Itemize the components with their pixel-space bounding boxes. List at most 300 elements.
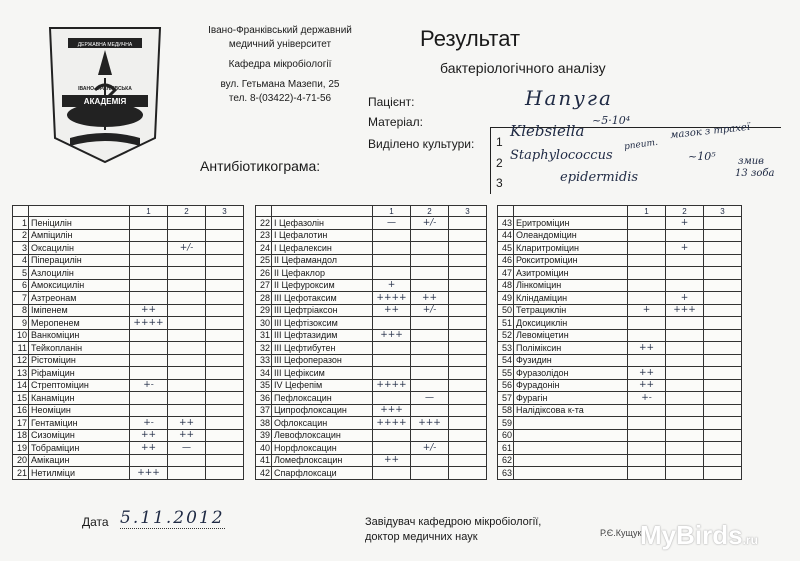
sensitivity-cell: ++ (628, 367, 666, 380)
antibiotic-name: Ломефлоксацин (272, 454, 373, 467)
antibiotic-name: Азитроміцин (514, 267, 628, 280)
antibiotic-row (498, 217, 742, 230)
sensitivity-cell: ++ (373, 304, 411, 317)
sensitivity-cell (628, 442, 666, 455)
antibiotic-row (498, 354, 742, 367)
column-header: 3 (704, 206, 742, 217)
sensitivity-cell (449, 254, 487, 267)
sensitivity-cell (206, 242, 244, 255)
sensitivity-cell (206, 442, 244, 455)
sensitivity-cell (704, 442, 742, 455)
university-logo (40, 20, 170, 168)
sensitivity-cell: +- (130, 417, 168, 430)
antibiotic-row (256, 429, 487, 442)
culture-2-num: 2 (496, 156, 503, 170)
row-number: 32 (256, 342, 272, 355)
sensitivity-cell (168, 229, 206, 242)
sensitivity-cell (704, 454, 742, 467)
culture-1-text: Klebsiella (510, 122, 585, 140)
row-number: 52 (498, 329, 514, 342)
sensitivity-cell (168, 317, 206, 330)
sensitivity-cell (411, 367, 449, 380)
phone: тел. 8-(03422)-4-71-56 (228, 93, 332, 104)
sensitivity-cell (206, 367, 244, 380)
column-header: 1 (628, 206, 666, 217)
sensitivity-cell (704, 392, 742, 405)
sensitivity-cell (168, 342, 206, 355)
sensitivity-cell (168, 279, 206, 292)
antibiotic-name: Офлоксацин (272, 417, 373, 430)
row-number: 50 (498, 304, 514, 317)
table-header-row (256, 206, 487, 217)
row-number: 3 (13, 242, 29, 255)
sensitivity-cell (704, 254, 742, 267)
antibiotic-row (13, 304, 244, 317)
sensitivity-cell (704, 417, 742, 430)
signature: Р.Є.Кущук (600, 528, 642, 538)
antibiotic-row (498, 317, 742, 330)
antibiotic-row (256, 379, 487, 392)
antibiotic-name: Кларитроміцин (514, 242, 628, 255)
sensitivity-cell (704, 279, 742, 292)
row-number: 35 (256, 379, 272, 392)
antibiotic-row (498, 279, 742, 292)
sensitivity-cell (449, 229, 487, 242)
row-number: 12 (13, 354, 29, 367)
sensitivity-cell (666, 329, 704, 342)
antibiotic-row (13, 342, 244, 355)
sensitivity-cell (206, 429, 244, 442)
antibiotic-row (498, 379, 742, 392)
sensitivity-cell (130, 329, 168, 342)
sensitivity-cell (666, 279, 704, 292)
sensitivity-cell (168, 217, 206, 230)
antibiotic-name: II Цефуроксим (272, 279, 373, 292)
sensitivity-cell (130, 454, 168, 467)
antibiotic-name: III Цефоперазон (272, 354, 373, 367)
antibiotic-row (498, 392, 742, 405)
row-number: 1 (13, 217, 29, 230)
sensitivity-cell (666, 367, 704, 380)
antibiotic-name: Гентаміцин (29, 417, 130, 430)
sensitivity-cell (411, 354, 449, 367)
sensitivity-cell (704, 379, 742, 392)
head-of-department (365, 515, 541, 545)
row-number: 48 (498, 279, 514, 292)
antibiotic-row (13, 317, 244, 330)
row-number: 8 (13, 304, 29, 317)
sensitivity-cell (206, 279, 244, 292)
antibiotic-name: Канаміцин (29, 392, 130, 405)
sensitivity-cell (411, 229, 449, 242)
header-blank (29, 206, 130, 217)
antibiotic-name (514, 454, 628, 467)
row-number: 7 (13, 292, 29, 305)
sensitivity-cell (628, 417, 666, 430)
header-blank (13, 206, 29, 217)
antibiotic-row (13, 454, 244, 467)
sensitivity-cell (373, 342, 411, 355)
row-number: 19 (13, 442, 29, 455)
antibiotic-row (498, 454, 742, 467)
department-name: Кафедра мікробіології (228, 59, 332, 70)
antibiotic-name: Фузидин (514, 354, 628, 367)
row-number: 34 (256, 367, 272, 380)
sensitivity-cell (704, 229, 742, 242)
sensitivity-cell (206, 392, 244, 405)
antibiotic-row (498, 417, 742, 430)
sensitivity-cell (206, 354, 244, 367)
sensitivity-cell (666, 467, 704, 480)
sensitivity-cell (411, 379, 449, 392)
sensitivity-cell (628, 279, 666, 292)
antibiotic-row (13, 292, 244, 305)
antibiotic-name: III Цефтізоксим (272, 317, 373, 330)
antibiotic-row (256, 392, 487, 405)
antibiotic-row (256, 417, 487, 430)
row-number: 42 (256, 467, 272, 480)
sensitivity-cell: ++ (130, 429, 168, 442)
sensitivity-cell (628, 254, 666, 267)
column-header: 2 (666, 206, 704, 217)
sensitivity-cell (704, 467, 742, 480)
side-note-4: 13 зоба (735, 168, 775, 179)
column-header: 1 (373, 206, 411, 217)
sensitivity-cell (449, 442, 487, 455)
antibiotic-name: Ампіцилін (29, 229, 130, 242)
antibiotic-name: Меропенем (29, 317, 130, 330)
antibiotic-name: Амікацин (29, 454, 130, 467)
row-number: 28 (256, 292, 272, 305)
antibiotic-name: Стрептоміцин (29, 379, 130, 392)
sensitivity-cell (449, 317, 487, 330)
sensitivity-cell (206, 304, 244, 317)
sensitivity-cell (666, 454, 704, 467)
antibiotic-name: Тейкопланін (29, 342, 130, 355)
sensitivity-cell (168, 354, 206, 367)
sensitivity-cell (666, 267, 704, 280)
antibiotic-row (498, 292, 742, 305)
sensitivity-cell: ++ (628, 379, 666, 392)
sensitivity-cell: ++++ (130, 317, 168, 330)
row-number: 58 (498, 404, 514, 417)
sensitivity-cell (628, 354, 666, 367)
sensitivity-cell (628, 429, 666, 442)
row-number: 54 (498, 354, 514, 367)
row-number: 4 (13, 254, 29, 267)
antibiotic-name: Доксициклін (514, 317, 628, 330)
antibiotic-row (256, 242, 487, 255)
antibiotic-name: Амоксицилін (29, 279, 130, 292)
row-number: 60 (498, 429, 514, 442)
table-header-row (13, 206, 244, 217)
antibiotic-row (13, 429, 244, 442)
sensitivity-cell (411, 267, 449, 280)
sensitivity-cell (130, 254, 168, 267)
culture-3-text: epidermidis (560, 170, 639, 185)
column-header: 1 (130, 206, 168, 217)
sensitivity-cell (449, 217, 487, 230)
sensitivity-cell (628, 292, 666, 305)
antibiotic-row (256, 229, 487, 242)
antibiotic-name: Норфлоксацин (272, 442, 373, 455)
antibiotic-row (498, 242, 742, 255)
antibiotic-name (514, 442, 628, 455)
antibiotic-row (498, 442, 742, 455)
antibiotic-row (256, 354, 487, 367)
sensitivity-cell: +++ (373, 404, 411, 417)
sensitivity-cell (704, 217, 742, 230)
antibiotic-name: Піперацилін (29, 254, 130, 267)
antibiotic-name: Тетрациклін (514, 304, 628, 317)
sensitivity-cell: ++++ (373, 417, 411, 430)
row-number: 16 (13, 404, 29, 417)
doc-subtitle: бактеріологічного аналізу (440, 60, 606, 76)
antibiotic-name: Пефлоксацин (272, 392, 373, 405)
row-number: 57 (498, 392, 514, 405)
sensitivity-cell: +++ (666, 304, 704, 317)
svg-text:ІВАНО-ФРАНКІВСЬКА: ІВАНО-ФРАНКІВСЬКА (78, 86, 132, 92)
sensitivity-cell (449, 342, 487, 355)
row-number: 11 (13, 342, 29, 355)
material-label: Матеріал: (368, 115, 423, 129)
row-number: 13 (13, 367, 29, 380)
sensitivity-cell (206, 342, 244, 355)
sensitivity-cell (206, 329, 244, 342)
sensitivity-cell (666, 417, 704, 430)
column-header: 2 (411, 206, 449, 217)
sensitivity-cell (449, 367, 487, 380)
sensitivity-cell (168, 292, 206, 305)
antibiotic-row (256, 254, 487, 267)
row-number: 22 (256, 217, 272, 230)
sensitivity-cell (666, 379, 704, 392)
sensitivity-cell (666, 354, 704, 367)
antibiotic-row (498, 429, 742, 442)
row-number: 49 (498, 292, 514, 305)
row-number: 10 (13, 329, 29, 342)
antibiogram-table-2 (255, 205, 487, 480)
sensitivity-cell (168, 304, 206, 317)
antibiotic-name: Ріфаміцин (29, 367, 130, 380)
row-number: 6 (13, 279, 29, 292)
row-number: 9 (13, 317, 29, 330)
head-line-1: Завідувач кафедрою мікробіології, (365, 516, 542, 528)
svg-text:ДЕРЖАВНА МЕДИЧНА: ДЕРЖАВНА МЕДИЧНА (77, 42, 133, 48)
antibiotic-name: I Цефазолін (272, 217, 373, 230)
column-header: 2 (168, 206, 206, 217)
column-header: 3 (206, 206, 244, 217)
sensitivity-cell (373, 429, 411, 442)
doc-title: Результат (420, 26, 521, 51)
sensitivity-cell (449, 267, 487, 280)
sensitivity-cell (666, 342, 704, 355)
row-number: 29 (256, 304, 272, 317)
antibiotic-row (256, 454, 487, 467)
row-number: 25 (256, 254, 272, 267)
sensitivity-cell (130, 267, 168, 280)
row-number: 5 (13, 267, 29, 280)
antibiotic-row (498, 304, 742, 317)
antibiotic-row (498, 329, 742, 342)
institution-name-2: медичний університет (228, 39, 332, 50)
sensitivity-cell (704, 342, 742, 355)
culture-1-note: ~5·10⁴ (592, 114, 631, 127)
sensitivity-cell (411, 429, 449, 442)
antibiotic-row (13, 329, 244, 342)
row-number: 62 (498, 454, 514, 467)
sensitivity-cell (449, 279, 487, 292)
row-number: 33 (256, 354, 272, 367)
sensitivity-cell (704, 367, 742, 380)
sensitivity-cell: +- (130, 379, 168, 392)
sensitivity-cell (373, 392, 411, 405)
sensitivity-cell (628, 267, 666, 280)
sensitivity-cell (206, 317, 244, 330)
date-value: 5.11.2012 (120, 508, 225, 528)
antibiogram-table-1 (12, 205, 244, 480)
sensitivity-cell: ++ (130, 304, 168, 317)
sensitivity-cell (168, 392, 206, 405)
sensitivity-cell (168, 404, 206, 417)
sensitivity-cell (411, 317, 449, 330)
antibiotic-name: Спарфлоксаци (272, 467, 373, 480)
antibiotic-name: Фурадонін (514, 379, 628, 392)
antibiotic-name: III Цефіксим (272, 367, 373, 380)
sensitivity-cell (704, 304, 742, 317)
header-blank (272, 206, 373, 217)
row-number: 39 (256, 429, 272, 442)
antibiotic-row (256, 304, 487, 317)
antibiotic-row (256, 342, 487, 355)
sensitivity-cell (411, 254, 449, 267)
sensitivity-cell: ++ (411, 292, 449, 305)
sensitivity-cell (411, 342, 449, 355)
sensitivity-cell (373, 254, 411, 267)
sensitivity-cell (666, 442, 704, 455)
sensitivity-cell: — (411, 392, 449, 405)
antibiotic-name: III Цефтибутен (272, 342, 373, 355)
antibiotic-row (498, 367, 742, 380)
row-number: 18 (13, 429, 29, 442)
sensitivity-cell (373, 317, 411, 330)
sensitivity-cell (628, 454, 666, 467)
sensitivity-cell (628, 329, 666, 342)
sensitivity-cell (168, 467, 206, 480)
column-header: 3 (449, 206, 487, 217)
antibiotic-name: Азтреонам (29, 292, 130, 305)
antibiotic-row (13, 417, 244, 430)
antibiotic-row (13, 467, 244, 480)
sensitivity-cell (449, 392, 487, 405)
row-number: 17 (13, 417, 29, 430)
antibiotic-row (256, 329, 487, 342)
sensitivity-cell: +/- (168, 242, 206, 255)
address: вул. Гетьмана Мазепи, 25 (220, 79, 340, 90)
cultures-label: Виділено культури: (368, 137, 475, 151)
antibiotic-row (256, 442, 487, 455)
row-number: 26 (256, 267, 272, 280)
antibiotic-name (514, 467, 628, 480)
sensitivity-cell (206, 254, 244, 267)
sensitivity-cell (206, 454, 244, 467)
antibiogram-label: Антибіотикограма: (200, 158, 321, 174)
sensitivity-cell: ++ (168, 429, 206, 442)
sensitivity-cell: ++ (373, 454, 411, 467)
antibiotic-row (256, 367, 487, 380)
sensitivity-cell (628, 317, 666, 330)
sensitivity-cell: ++ (130, 442, 168, 455)
row-number: 23 (256, 229, 272, 242)
sensitivity-cell (130, 392, 168, 405)
antibiotic-name: Левоміцетин (514, 329, 628, 342)
antibiotic-name: Фуразолідон (514, 367, 628, 380)
sensitivity-cell (168, 379, 206, 392)
sensitivity-cell (206, 404, 244, 417)
sensitivity-cell (130, 292, 168, 305)
row-number: 30 (256, 317, 272, 330)
antibiotic-row (256, 404, 487, 417)
antibiotic-row (256, 317, 487, 330)
sensitivity-cell (666, 254, 704, 267)
antibiotic-name: Нетилміци (29, 467, 130, 480)
row-number: 20 (13, 454, 29, 467)
antibiotic-row (256, 467, 487, 480)
antibiotic-row (13, 242, 244, 255)
side-note-3: змив (738, 156, 765, 167)
antibiotic-row (498, 267, 742, 280)
sensitivity-cell (130, 229, 168, 242)
patient-label: Пацієнт: (368, 95, 415, 109)
sensitivity-cell (206, 267, 244, 280)
antibiotic-name: Кліндаміцин (514, 292, 628, 305)
sensitivity-cell (130, 342, 168, 355)
culture-3-num: 3 (496, 176, 503, 190)
row-number: 36 (256, 392, 272, 405)
antibiotic-name: Іміпенем (29, 304, 130, 317)
antibiotic-row (13, 267, 244, 280)
sensitivity-cell (373, 242, 411, 255)
sensitivity-cell (130, 367, 168, 380)
row-number: 37 (256, 404, 272, 417)
institution-header (190, 24, 370, 106)
antibiotic-name: III Цефтазидим (272, 329, 373, 342)
sensitivity-cell (130, 404, 168, 417)
antibiotic-name: Рістоміцин (29, 354, 130, 367)
sensitivity-cell: + (666, 242, 704, 255)
sensitivity-cell (130, 217, 168, 230)
antibiotic-row (498, 254, 742, 267)
sensitivity-cell (628, 242, 666, 255)
sensitivity-cell (130, 354, 168, 367)
sensitivity-cell (704, 429, 742, 442)
antibiotic-name: Фурагін (514, 392, 628, 405)
antibiotic-name: II Цефамандол (272, 254, 373, 267)
row-number: 43 (498, 217, 514, 230)
sensitivity-cell: +/- (411, 304, 449, 317)
antibiotic-name: I Цефалексин (272, 242, 373, 255)
patient-value: Напуга (525, 86, 613, 110)
side-note-1: мазок з трахеї (669, 121, 751, 142)
antibiotic-row (13, 354, 244, 367)
sensitivity-cell (449, 417, 487, 430)
sensitivity-cell (449, 304, 487, 317)
sensitivity-cell (628, 467, 666, 480)
sensitivity-cell (206, 229, 244, 242)
antibiogram-table-3 (497, 205, 742, 480)
sensitivity-cell (206, 379, 244, 392)
sensitivity-cell (704, 404, 742, 417)
